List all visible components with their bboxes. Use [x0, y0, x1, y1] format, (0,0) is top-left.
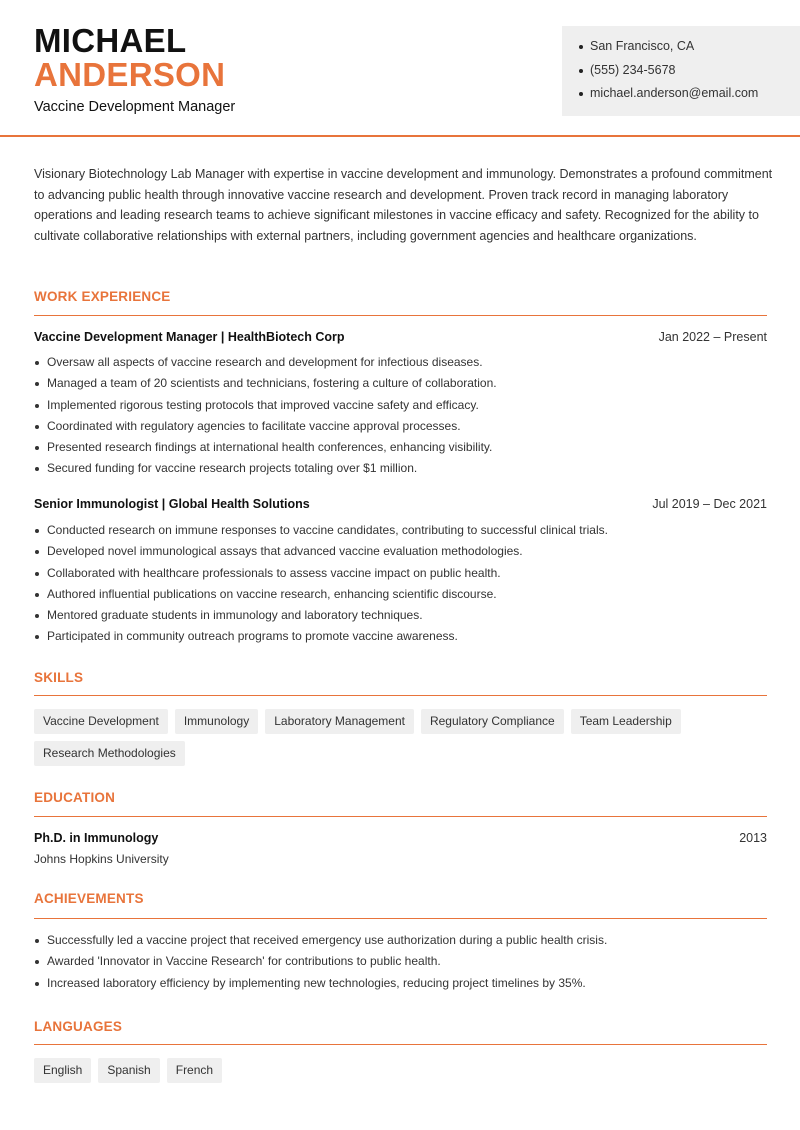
job-title: Vaccine Development Manager — [34, 99, 236, 115]
last-name: ANDERSON — [34, 56, 226, 93]
list-item: Mentored graduate students in immunology and laboratory techniques. — [34, 605, 774, 626]
contact-phone — [579, 62, 800, 86]
section-divider — [34, 816, 767, 817]
list-item: Oversaw all aspects of vaccine research and development for infectious diseases. — [34, 352, 774, 373]
list-item: Authored influential publications on vaccine research, enhancing scientific discourse. — [34, 584, 774, 605]
job-role: Vaccine Development Manager | HealthBiotech Corp — [34, 330, 345, 344]
list-item: Awarded 'Innovator in Vaccine Research' for contributions to public health. — [34, 951, 774, 972]
list-item: Implemented rigorous testing protocols that improved vaccine safety and efficacy. — [34, 395, 774, 416]
job-dates: Jul 2019 – Dec 2021 — [652, 497, 767, 511]
job-role: Senior Immunologist | Global Health Solutions — [34, 497, 310, 511]
contact-email — [579, 85, 800, 109]
section-title-skills: SKILLS — [34, 670, 84, 685]
phone-text: (555) 234-5678 — [590, 62, 676, 77]
list-item: Coordinated with regulatory agencies to facilitate vaccine approval processes. — [34, 416, 774, 437]
degree: Ph.D. in Immunology — [34, 831, 159, 845]
summary: Visionary Biotechnology Lab Manager with expertise in vaccine development and immunology. Demonstrates a profound commitment to advancing public health through innovative vaccine research and development. Proven track record in managing laboratory operations and leading research teams to achieve significant milestones in vaccine efficacy and safety. Recognized for the ability to cultivate collaborative relationships with external partners, including government agencies and healthcare organizations. — [34, 167, 773, 243]
bullet-icon — [579, 45, 583, 49]
list-item: Managed a team of 20 scientists and technicians, fostering a culture of collaboration. — [34, 373, 774, 394]
job-bullets — [34, 520, 774, 648]
list-item: Collaborated with healthcare professionals to assess vaccine impact on public health. — [34, 563, 774, 584]
resume-header — [0, 0, 800, 137]
list-item: Developed novel immunological assays that advanced vaccine evaluation methodologies. — [34, 541, 774, 562]
contact-box — [562, 26, 800, 116]
school: Johns Hopkins University — [34, 852, 169, 866]
section-divider — [34, 1044, 767, 1045]
skill-chip: Immunology — [175, 709, 258, 734]
job-dates: Jan 2022 – Present — [658, 330, 767, 344]
job-header — [34, 330, 767, 344]
bullet-icon — [579, 92, 583, 96]
job-bullets — [34, 352, 774, 480]
job-header — [34, 497, 767, 511]
language-chip: French — [167, 1058, 222, 1083]
education-year: 2013 — [739, 831, 767, 845]
skill-chip: Laboratory Management — [265, 709, 414, 734]
contact-location — [579, 38, 800, 62]
languages-list — [34, 1058, 774, 1090]
list-item: Presented research findings at international health conferences, enhancing visibility. — [34, 437, 774, 458]
bullet-icon — [579, 69, 583, 73]
education-header — [34, 831, 767, 845]
skill-chip: Regulatory Compliance — [421, 709, 564, 734]
section-divider — [34, 315, 767, 316]
email-text: michael.anderson@email.com — [590, 86, 759, 100]
section-title-achievements: ACHIEVEMENTS — [34, 891, 144, 906]
list-item: Increased laboratory efficiency by implementing new technologies, reducing project timelines by 35%. — [34, 973, 774, 994]
list-item: Conducted research on immune responses to vaccine candidates, contributing to successful clinical trials. — [34, 520, 774, 541]
location-text: San Francisco, CA — [590, 39, 695, 53]
first-name: MICHAEL — [34, 22, 187, 59]
list-item: Successfully led a vaccine project that received emergency use authorization during a public health crisis. — [34, 930, 774, 951]
list-item: Participated in community outreach programs to promote vaccine awareness. — [34, 626, 774, 647]
language-chip: English — [34, 1058, 91, 1083]
section-title-work: WORK EXPERIENCE — [34, 289, 171, 304]
skill-chip: Vaccine Development — [34, 709, 168, 734]
section-divider — [34, 918, 767, 919]
section-title-education: EDUCATION — [34, 790, 116, 805]
language-chip: Spanish — [98, 1058, 159, 1083]
section-divider — [34, 695, 767, 696]
section-title-languages: LANGUAGES — [34, 1019, 123, 1034]
skills-list — [34, 709, 774, 773]
list-item: Secured funding for vaccine research projects totaling over $1 million. — [34, 458, 774, 479]
skill-chip: Team Leadership — [571, 709, 681, 734]
skill-chip: Research Methodologies — [34, 741, 185, 766]
achievement-bullets — [34, 930, 774, 994]
